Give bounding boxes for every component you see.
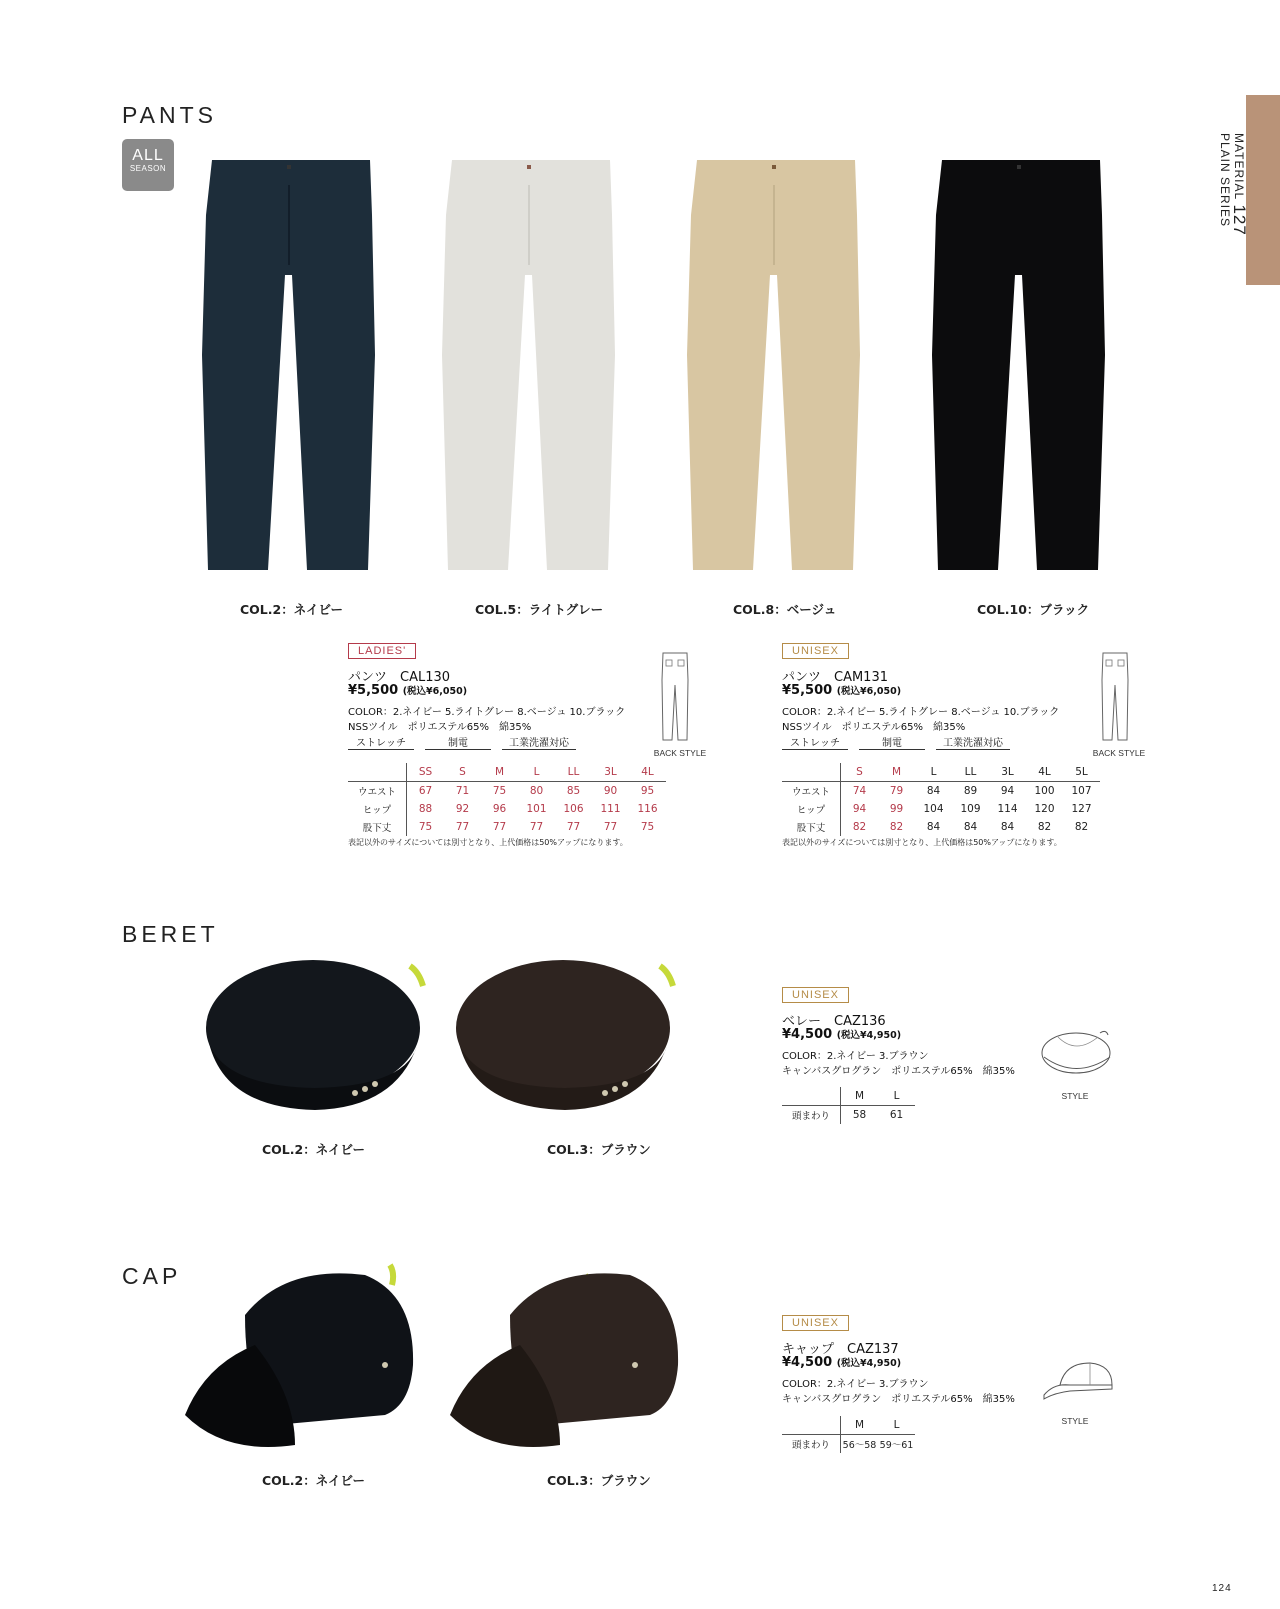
unisex-pants-feature-antistatic: 制電 [859, 734, 925, 750]
cap-photos [185, 1255, 685, 1455]
beret-material-line: キャンバスグログラン ポリエステル65% 綿35% [782, 1066, 1015, 1077]
pants-photos [200, 155, 1180, 585]
unisex-pants-price [782, 683, 901, 698]
ladies-product-name: パンツ CAL130 [348, 670, 451, 685]
pants-color-caption-4: COL.10：ブラック [977, 602, 1090, 617]
unisex-pants-feature-industrial-wash: 工業洗濯対応 [936, 734, 1010, 750]
table-cell: 95 [640, 785, 655, 797]
ladies-size-col: S [444, 763, 481, 782]
table-cell: 111 [600, 803, 621, 815]
beret-image-navy [206, 960, 423, 1110]
beret-size-col: M [841, 1087, 879, 1106]
table-cell: 127 [1071, 803, 1092, 815]
beret-price-tax: (税込¥4,950) [836, 1030, 902, 1041]
table-row [782, 1106, 915, 1125]
ladies-tag: LADIES' [348, 643, 416, 659]
unisex-pants-color-line: COLOR：2.ネイビー 5.ライトグレー 8.ベージュ 10.ブラック [782, 707, 1060, 718]
table-cell: 59～61 [879, 1440, 914, 1451]
cap-price [782, 1355, 901, 1370]
ladies-color-line: COLOR：2.ネイビー 5.ライトグレー 8.ベージュ 10.ブラック [348, 707, 626, 718]
table-cell: 75 [492, 785, 507, 797]
table-cell: 58 [852, 1109, 867, 1121]
ladies-size-col: M [481, 763, 518, 782]
beret-photos [200, 950, 700, 1135]
row-label: ヒップ [782, 800, 841, 818]
beret-price [782, 1027, 901, 1042]
table-cell: 96 [492, 803, 507, 815]
row-label: 股下丈 [782, 818, 841, 836]
ladies-back-style-label: BACK STYLE [653, 748, 707, 758]
row-label: 頭まわり [782, 1435, 841, 1454]
beret-image-brown [456, 960, 673, 1110]
table-cell: 77 [455, 821, 470, 833]
cap-size-table [782, 1416, 915, 1453]
table-cell: 101 [526, 803, 547, 815]
side-series: PLAIN SERIES [1218, 133, 1232, 228]
table-cell: 82 [889, 821, 904, 833]
table-cell: 77 [492, 821, 507, 833]
table-cell: 77 [603, 821, 618, 833]
table-row [348, 800, 666, 818]
table-cell: 99 [889, 803, 904, 815]
all-season-badge [122, 139, 174, 191]
pants-image-lightgray [442, 160, 615, 570]
table-cell: 84 [926, 785, 941, 797]
unisex-size-col: 4L [1026, 763, 1063, 782]
ladies-feature-antistatic: 制電 [425, 734, 491, 750]
page-number: 124 [1212, 1583, 1232, 1594]
table-row [782, 1435, 915, 1454]
table-cell: 82 [852, 821, 867, 833]
unisex-size-col: S [841, 763, 879, 782]
cap-material-line: キャンバスグログラン ポリエステル65% 綿35% [782, 1394, 1015, 1405]
unisex-pants-back-style-label: BACK STYLE [1092, 748, 1146, 758]
table-cell: 100 [1034, 785, 1055, 797]
side-index-tab [1246, 95, 1280, 285]
unisex-pants-tag: UNISEX [782, 643, 849, 659]
table-cell: 74 [852, 785, 867, 797]
beret-color-caption-2: COL.3：ブラウン [547, 1142, 651, 1157]
ladies-price [348, 683, 467, 698]
badge-line2: SEASON [129, 164, 167, 173]
unisex-pants-material-line: NSSツイル ポリエステル65% 綿35% [782, 722, 966, 733]
table-cell: 80 [529, 785, 544, 797]
ladies-back-style-illustration [660, 650, 690, 745]
beret-style-label: STYLE [1061, 1091, 1089, 1101]
section-title-beret: BERET [122, 921, 219, 947]
badge-line1: ALL [132, 147, 164, 164]
row-label: 頭まわり [782, 1106, 841, 1125]
pants-color-caption-3: COL.8：ベージュ [733, 602, 837, 617]
side-index-label [1218, 133, 1249, 263]
cap-price-value: ¥4,500 [782, 1355, 833, 1370]
table-cell: 88 [418, 803, 433, 815]
table-cell: 84 [963, 821, 978, 833]
pants-image-navy [202, 160, 375, 570]
cap-image-navy [185, 1265, 413, 1447]
table-cell: 106 [563, 803, 584, 815]
table-cell: 120 [1034, 803, 1055, 815]
unisex-pants-size-note: 表記以外のサイズについては別寸となり、上代価格は50%アップになります。 [782, 838, 1062, 847]
row-label: ヒップ [348, 800, 407, 818]
cap-style-illustration [1040, 1355, 1120, 1410]
ladies-feature-industrial-wash: 工業洗濯対応 [502, 734, 576, 750]
ladies-feature-stretch: ストレッチ [348, 734, 414, 750]
unisex-pants-back-style-illustration [1100, 650, 1130, 745]
cap-tag: UNISEX [782, 1315, 849, 1331]
beret-price-value: ¥4,500 [782, 1027, 833, 1042]
pants-image-black [932, 160, 1105, 570]
table-row [782, 782, 1100, 801]
cap-color-caption-1: COL.2：ネイビー [262, 1473, 365, 1488]
cap-color-line: COLOR：2.ネイビー 3.ブラウン [782, 1379, 929, 1390]
row-label: ウエスト [782, 782, 841, 801]
pants-color-caption-2: COL.5：ライトグレー [475, 602, 604, 617]
section-title-pants: PANTS [122, 102, 217, 128]
side-number: 127 [1230, 204, 1249, 236]
ladies-size-col: L [518, 763, 555, 782]
ladies-size-note: 表記以外のサイズについては別寸となり、上代価格は50%アップになります。 [348, 838, 628, 847]
cap-size-col: L [878, 1416, 915, 1435]
ladies-size-col: 4L [629, 763, 666, 782]
unisex-size-col: L [915, 763, 952, 782]
table-cell: 79 [889, 785, 904, 797]
unisex-size-col: M [878, 763, 915, 782]
unisex-pants-size-table [782, 763, 1100, 836]
beret-color-line: COLOR：2.ネイビー 3.ブラウン [782, 1051, 929, 1062]
unisex-size-col: LL [952, 763, 989, 782]
table-cell: 84 [926, 821, 941, 833]
side-material: MATERIAL [1232, 133, 1246, 201]
beret-product-name: ベレー CAZ136 [782, 1014, 886, 1029]
table-cell: 75 [640, 821, 655, 833]
table-cell: 89 [963, 785, 978, 797]
table-cell: 90 [603, 785, 618, 797]
table-cell: 84 [1000, 821, 1015, 833]
ladies-size-col: LL [555, 763, 592, 782]
ladies-size-col: SS [407, 763, 445, 782]
cap-product-name: キャップ CAZ137 [782, 1342, 899, 1357]
table-cell: 109 [960, 803, 981, 815]
ladies-size-col: 3L [592, 763, 629, 782]
table-row [348, 782, 666, 801]
table-cell: 104 [923, 803, 944, 815]
cap-size-col: M [841, 1416, 879, 1435]
pants-color-caption-1: COL.2：ネイビー [240, 602, 343, 617]
table-cell: 82 [1074, 821, 1089, 833]
unisex-size-col: 3L [989, 763, 1026, 782]
ladies-price-value: ¥5,500 [348, 683, 399, 698]
cap-image-brown [450, 1273, 678, 1447]
table-cell: 82 [1037, 821, 1052, 833]
ladies-size-table [348, 763, 666, 836]
beret-style-illustration [1038, 1025, 1118, 1080]
row-label: 股下丈 [348, 818, 407, 836]
table-row [782, 800, 1100, 818]
table-cell: 56～58 [842, 1440, 877, 1451]
section-title-cap: CAP [122, 1263, 182, 1289]
beret-tag: UNISEX [782, 987, 849, 1003]
table-cell: 61 [889, 1109, 904, 1121]
unisex-pants-product-name: パンツ CAM131 [782, 670, 888, 685]
table-row [782, 818, 1100, 836]
table-cell: 85 [566, 785, 581, 797]
table-cell: 107 [1071, 785, 1092, 797]
table-cell: 92 [455, 803, 470, 815]
beret-color-caption-1: COL.2：ネイビー [262, 1142, 365, 1157]
ladies-material-line: NSSツイル ポリエステル65% 綿35% [348, 722, 532, 733]
unisex-pants-feature-stretch: ストレッチ [782, 734, 848, 750]
cap-color-caption-2: COL.3：ブラウン [547, 1473, 651, 1488]
unisex-pants-price-tax: (税込¥6,050) [836, 686, 902, 697]
table-cell: 116 [637, 803, 658, 815]
table-cell: 114 [997, 803, 1018, 815]
table-cell: 71 [455, 785, 470, 797]
row-label: ウエスト [348, 782, 407, 801]
table-row [348, 818, 666, 836]
beret-size-col: L [878, 1087, 915, 1106]
pants-image-beige [687, 160, 860, 570]
beret-size-table [782, 1087, 915, 1124]
table-cell: 94 [852, 803, 867, 815]
table-cell: 94 [1000, 785, 1015, 797]
cap-price-tax: (税込¥4,950) [836, 1358, 902, 1369]
unisex-pants-price-value: ¥5,500 [782, 683, 833, 698]
table-cell: 75 [418, 821, 433, 833]
table-cell: 77 [529, 821, 544, 833]
unisex-size-col: 5L [1063, 763, 1100, 782]
ladies-price-tax: (税込¥6,050) [402, 686, 468, 697]
cap-style-label: STYLE [1061, 1416, 1089, 1426]
table-cell: 77 [566, 821, 581, 833]
table-cell: 67 [418, 785, 433, 797]
